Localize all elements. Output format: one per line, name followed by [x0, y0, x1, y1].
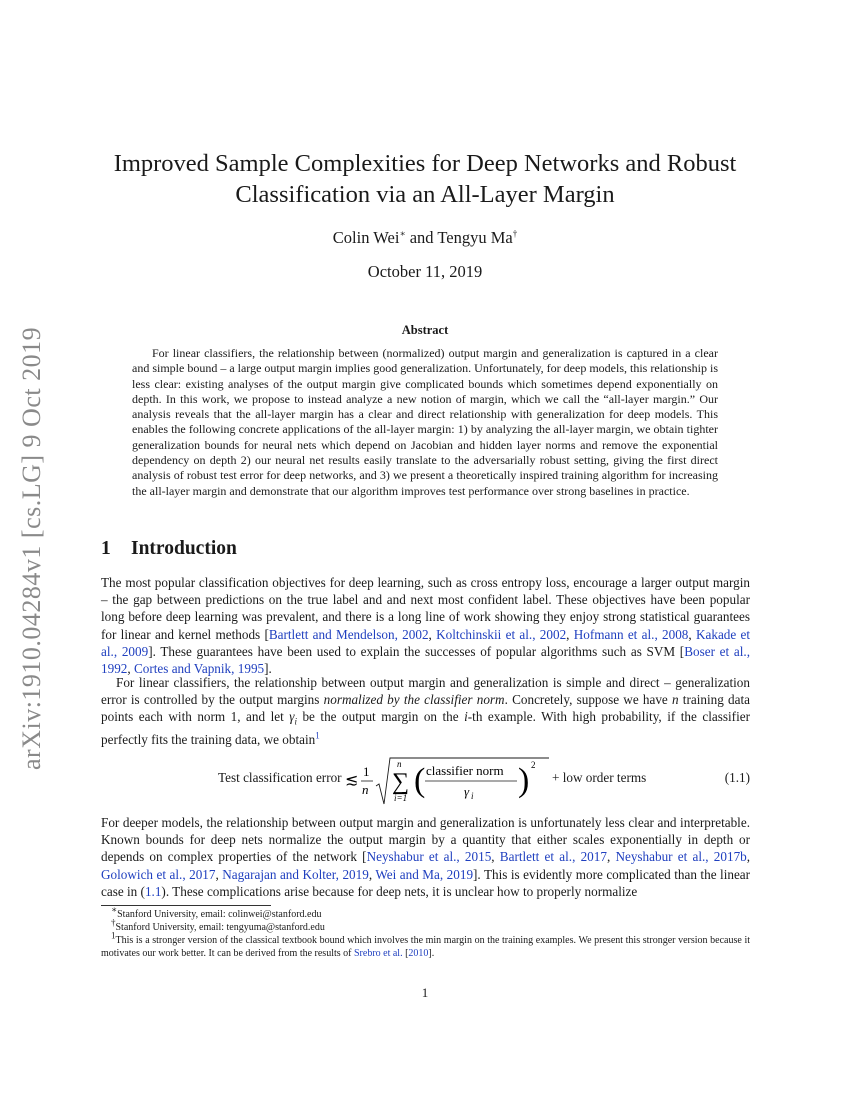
footnote-2: †Stanford University, email: tengyuma@stanford.edu	[111, 917, 325, 933]
citation-link[interactable]: Bartlett et al., 2017	[499, 849, 607, 865]
intro-paragraph-2: For linear classifiers, the relationship between output margin and generalization is simple and direct – generalization error is controlled by the output margins normalized by the classifier norm. Concretely, suppose we have n training data points each with norm 1, and let $\gamma_i$ be the output margin on the i-th example. With high probability, if the classifier perfectly fits the training data, we obtain$^1$	[101, 675, 750, 748]
sum-lower: i=1	[394, 793, 408, 803]
arxiv-identifier: arXiv:1910.04284v1 [cs.LG] 9 Oct 2019	[17, 326, 46, 770]
denominator-sub: i	[471, 791, 474, 801]
citation-link[interactable]: Boser et al., 1992	[101, 643, 750, 677]
p1-text: The most popular classification objectives for deep learning, such as cross entropy loss, encourage a larger output margin – the gap between predictions on the true label and and next most confident label. These objectives have been popular long before deep learning was prevalent, and there is a long line of work showing they enjoy strong statistical guarantees for linear and kernel methods [	[101, 575, 750, 642]
citation-link[interactable]: Cortes and Vapnik, 1995	[133, 661, 265, 677]
citation-link[interactable]: Srebro et al.	[353, 948, 403, 959]
equation-1-1	[218, 752, 750, 812]
emphasis: normalized by the classifier norm	[323, 692, 505, 708]
footnote-1-link[interactable]: 1	[315, 730, 320, 741]
authors	[100, 228, 750, 248]
section-title: Introduction	[131, 538, 237, 559]
equation-ref-link[interactable]: 1.1	[144, 883, 162, 899]
lesssim-symbol: ≲	[345, 772, 359, 789]
fraction-n: n	[362, 782, 369, 797]
author-2: Tengyu Ma	[437, 228, 513, 247]
equation-number: (1.1)	[724, 770, 750, 785]
numerator: classifier norm	[426, 763, 504, 778]
footnote-1: ∗Stanford University, email: colinwei@stanford.edu	[111, 904, 322, 920]
equation-formula	[345, 752, 550, 812]
abstract-body: For linear classifiers, the relationship between (normalized) output margin and generalization is captured in a clear and simple bound – a large output margin implies good generalization. Unfortunately, for deep models, this relationship is less clear: existing analyses of the output margin give complicated bounds which sometimes depend exponentially on depth. In this work, we propose to instead analyze a new notion of margin, which we call the “all-layer margin.” Our analysis reveals that the all-layer margin has a clear and direct relationship with generalization for deep models. This enables the following concrete applications of the all-layer margin: 1) by analyzing the all-layer margin, we obtain tighter generalization bounds for neural nets which depend on Jacobian and hidden layer norms and remove the exponential dependency on depth 2) our neural net results easily translate to the adversarially robust setting, giving the first direct analysis of robust test error for deep networks, and 3) we present a theoretically inspired training algorithm for increasing the all-layer margin and demonstrate that our algorithm improves test performance over strong baselines in practice.	[132, 346, 718, 498]
citation-link[interactable]: Wei and Ma, 2019	[375, 866, 474, 882]
paper-date: October 11, 2019	[367, 262, 483, 281]
sum-symbol: ∑	[392, 769, 410, 795]
abstract-heading: Abstract	[401, 323, 449, 337]
section-heading	[101, 538, 237, 560]
denominator: γ	[464, 784, 470, 799]
citation-link[interactable]: 2010	[408, 948, 429, 959]
citation-link[interactable]: Neyshabur et al., 2017b	[615, 849, 747, 865]
citation-link[interactable]: Neyshabur et al., 2015	[366, 849, 492, 865]
citation-link[interactable]: Kakade et al., 2009	[101, 626, 751, 659]
citation-link[interactable]: Golowich et al., 2017	[101, 866, 216, 882]
author-1: Colin Wei	[332, 228, 400, 247]
footnote-3: $^1$This is a stronger version of the classical textbook bound which involves the min margin on the training examples. We present this stronger version because it motivates our work better. It can be derived from the results of Srebro et al. [2010].	[101, 930, 750, 959]
equation-label: Test classification error	[218, 770, 342, 785]
author-1-mark: ∗	[399, 228, 406, 239]
footnote-rule	[101, 905, 271, 906]
author-2-mark: †	[512, 228, 518, 239]
p1-mid: ]. These guarantees have been used to explain the successes of popular algorithms such as SVM [	[148, 643, 685, 659]
footnotes	[101, 904, 750, 960]
power: 2	[531, 760, 536, 770]
equation-tail: + low order terms	[552, 770, 647, 785]
citation-link[interactable]: Nagarajan and Kolter, 2019	[222, 866, 369, 882]
left-paren: (	[414, 762, 426, 799]
intro-paragraph-3: For deeper models, the relationship between output margin and generalization is unfortunately less clear and interpretable. Known bounds for deep nets normalize the output margin by a quantity that either scales exponentially in depth or depends on complex properties of the network [Neyshabur et al., 2015, Bartlett et al., 2017, Neyshabur et al., 2017b, Golowich et al., 2017, Nagarajan and Kolter, 2019, Wei and Ma, 2019]. This is evidently more complicated than the linear case in (1.1). These complications arise because for deep nets, it is unclear how to properly normalize	[101, 815, 751, 899]
section-number: 1	[101, 538, 111, 559]
p1-end: ].	[264, 661, 272, 677]
intro-paragraph-1: The most popular classification objectives for deep learning, such as cross entropy loss, encourage a larger output margin – the gap between predictions on the true label and and next most confident label. These objectives have been popular long before deep learning was prevalent, and there is a long line of work showing they enjoy strong statistical guarantees for linear and kernel methods [Bartlett and Mendelson, 2002, Koltchinskii et al., 2002, Hofmann et al., 2008, Kakade et al., 2009]. These guarantees have been used to explain the successes of popular algorithms such as SVM [Boser et al., 1992, Cortes and Vapnik, 1995].	[101, 575, 751, 677]
page-number: 1	[421, 985, 429, 1000]
citation-link[interactable]: Koltchinskii et al., 2002	[436, 626, 567, 642]
sum-upper: n	[397, 759, 402, 769]
right-paren: )	[518, 762, 530, 799]
fraction-one: 1	[363, 764, 370, 779]
citation-link[interactable]: Hofmann et al., 2008	[573, 626, 689, 642]
authors-and: and	[405, 228, 438, 247]
paper-title: Improved Sample Complexities for Deep Networks and Robust Classification via an All-Layer Margin	[113, 150, 737, 208]
citation-link[interactable]: Bartlett and Mendelson, 2002	[268, 626, 429, 642]
